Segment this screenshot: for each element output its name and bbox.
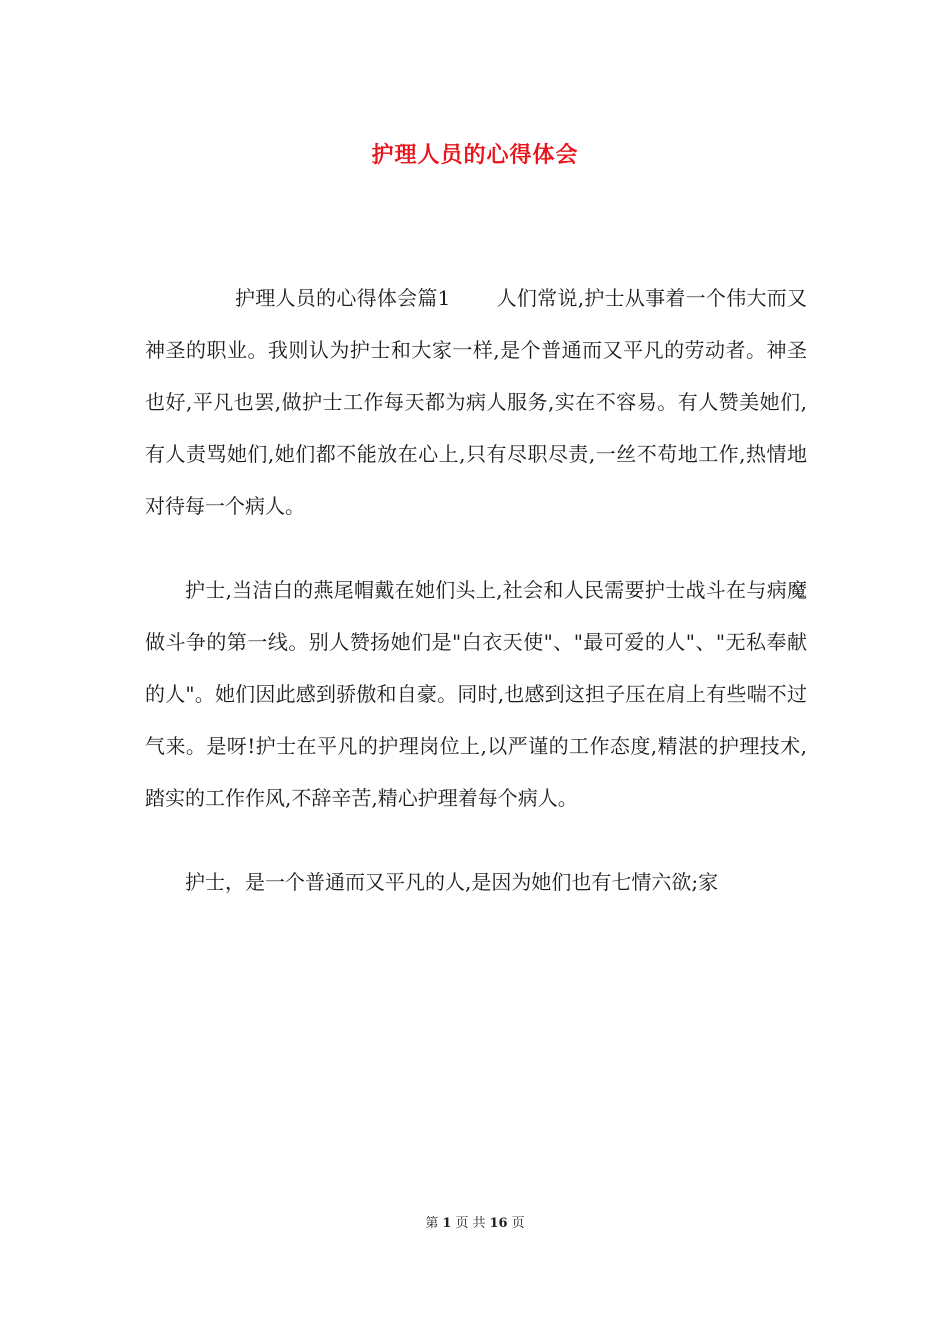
footer-current-page: 1 <box>442 1216 452 1231</box>
paragraph-text: 人们常说,护士从事着一个伟大而又神圣的职业。我则认为护士和大家一样,是个普通而又平凡的劳动者。神圣也好,平凡也罢,做护士工作每天都为病人服务,实在不容易。有人赞美她们,有人责骂她们,她们都不能放在心上,只有尽职尽责,一丝不苟地工作,热情地对待每一个病人。 <box>145 286 807 518</box>
paragraph-text: 护士，是一个普通而又平凡的人,是因为她们也有七情六欲;家 <box>185 870 719 894</box>
footer-page-suffix: 页 <box>511 1216 525 1231</box>
page-number-footer <box>0 1212 950 1231</box>
document-title: 护理人员的心得体会 <box>371 142 579 168</box>
paragraph-text: 护士,当洁白的燕尾帽戴在她们头上,社会和人民需要护士战斗在与病魔做斗争的第一线。别人赞扬她们是"白衣天使"、"最可爱的人"、"无私奉献的人"。她们因此感到骄傲和自豪。同时,也感到这担子压在肩上有些喘不过气来。是呀!护士在平凡的护理岗位上,以严谨的工作态度,精湛的护理技术,踏实的工作作风,不辞辛苦,精心护理着每个病人。 <box>145 578 807 810</box>
footer-total-pages: 16 <box>489 1216 508 1231</box>
paragraph-1 <box>145 272 807 532</box>
paragraph-3 <box>145 856 807 908</box>
footer-total-prefix: 共 <box>472 1216 486 1231</box>
section-heading: 护理人员的心得体会篇1 <box>235 286 451 310</box>
document-body <box>145 272 807 908</box>
footer-page-prefix: 第 <box>425 1216 439 1231</box>
paragraph-2 <box>145 564 807 824</box>
footer-page-label: 页 <box>455 1216 469 1231</box>
